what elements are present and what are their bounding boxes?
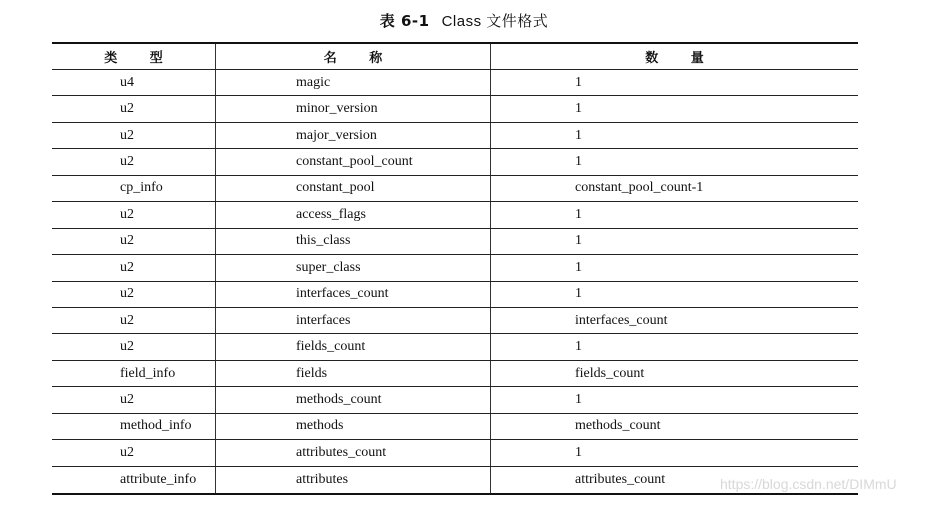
cell-count: 1 [575, 339, 582, 355]
table-row [52, 361, 858, 387]
cell-name: methods_count [216, 387, 491, 412]
watermark: https://blog.csdn.net/DIMmU [720, 476, 897, 492]
cell-count: attributes_count [575, 471, 666, 487]
cell-name: constant_pool_count [216, 149, 491, 174]
cell-count: 1 [575, 206, 582, 222]
cell-count: constant_pool_count-1 [575, 180, 704, 196]
table-header-row [52, 44, 858, 70]
cell-type: u2 [52, 123, 216, 148]
cell-type: u2 [52, 202, 216, 227]
cell-count: methods_count [575, 418, 661, 434]
table-row [52, 440, 858, 466]
cell-type: u2 [52, 387, 216, 412]
table-number: 表 6-1 [379, 12, 430, 30]
cell-name: major_version [216, 123, 491, 148]
table-row [52, 308, 858, 334]
table-row [52, 255, 858, 281]
header-count: 数 量 [645, 51, 704, 66]
cell-count: 1 [575, 127, 582, 143]
table-row [52, 176, 858, 202]
cell-name: super_class [216, 255, 491, 280]
cell-count: 1 [575, 444, 582, 460]
cell-name: interfaces [216, 308, 491, 333]
cell-count: fields_count [575, 365, 645, 381]
table-row [52, 282, 858, 308]
header-name: 名 称 [216, 44, 491, 69]
cell-name: access_flags [216, 202, 491, 227]
cell-count: interfaces_count [575, 312, 668, 328]
table-row [52, 334, 858, 360]
table-row [52, 414, 858, 440]
cell-type: cp_info [52, 176, 216, 201]
table-title [0, 10, 928, 31]
cell-type: u2 [52, 334, 216, 359]
cell-count: 1 [575, 154, 582, 170]
cell-count: 1 [575, 233, 582, 249]
cell-type: u2 [52, 255, 216, 280]
cell-name: fields [216, 361, 491, 386]
cell-count: 1 [575, 74, 582, 90]
cell-count: 1 [575, 391, 582, 407]
cell-type: method_info [52, 414, 216, 439]
table-row [52, 149, 858, 175]
cell-name: this_class [216, 229, 491, 254]
cell-type: u2 [52, 229, 216, 254]
cell-type: u2 [52, 282, 216, 307]
cell-type: attribute_info [52, 467, 216, 493]
cell-name: attributes [216, 467, 491, 493]
cell-name: methods [216, 414, 491, 439]
cell-name: interfaces_count [216, 282, 491, 307]
cell-type: u4 [52, 70, 216, 95]
class-file-format-table [52, 42, 858, 495]
cell-name: magic [216, 70, 491, 95]
cell-type: u2 [52, 149, 216, 174]
table-caption: Class 文件格式 [441, 13, 549, 30]
table-row [52, 229, 858, 255]
table-row [52, 70, 858, 96]
cell-type: field_info [52, 361, 216, 386]
cell-count: 1 [575, 259, 582, 275]
cell-name: fields_count [216, 334, 491, 359]
header-type: 类 型 [52, 44, 216, 69]
table-row [52, 123, 858, 149]
cell-type: u2 [52, 96, 216, 121]
cell-count: 1 [575, 101, 582, 117]
table-row [52, 202, 858, 228]
cell-type: u2 [52, 440, 216, 465]
cell-count: 1 [575, 286, 582, 302]
cell-name: attributes_count [216, 440, 491, 465]
table-row [52, 96, 858, 122]
cell-name: minor_version [216, 96, 491, 121]
cell-name: constant_pool [216, 176, 491, 201]
cell-type: u2 [52, 308, 216, 333]
table-row [52, 387, 858, 413]
